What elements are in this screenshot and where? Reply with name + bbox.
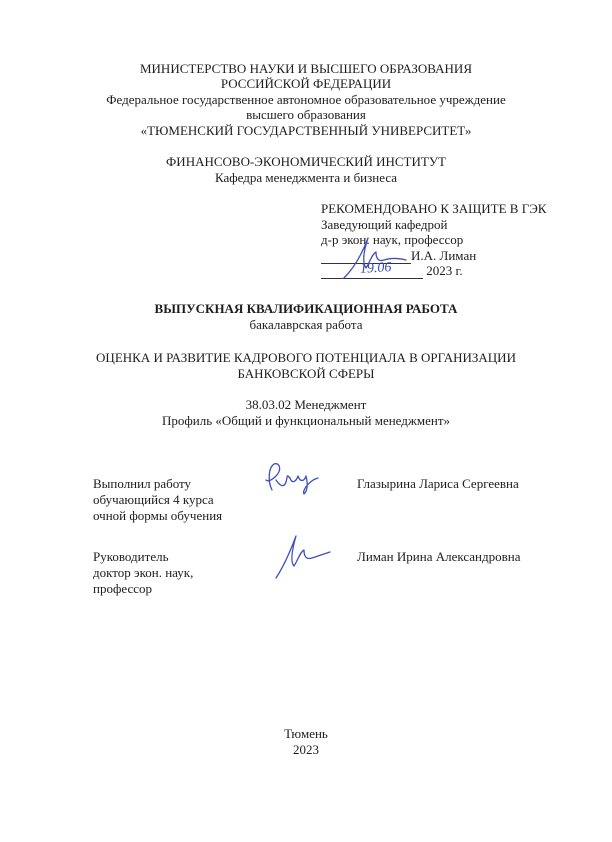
approval-signature <box>340 232 410 282</box>
thesis-title-line-2: БАНКОВСКОЙ СФЕРЫ <box>237 366 375 381</box>
supervisor-label-2: доктор экон. наук, <box>93 565 194 580</box>
approval-degree: д-р экон. наук, профессор <box>321 232 464 247</box>
supervisor-label-1: Руководитель <box>93 549 169 564</box>
ministry-line-2: РОССИЙСКОЙ ФЕДЕРАЦИИ <box>220 76 392 91</box>
footer-year: 2023 <box>293 742 319 757</box>
institution-line-2: высшего образования <box>246 107 366 122</box>
approval-name: И.А. Лиман <box>411 248 477 263</box>
footer-city: Тюмень <box>284 726 328 741</box>
approval-position: Заведующий кафедрой <box>321 217 448 232</box>
thesis-title-line-1: ОЦЕНКА И РАЗВИТИЕ КАДРОВОГО ПОТЕНЦИАЛА В ОРГАНИЗАЦИИ <box>96 350 516 365</box>
thesis-type: ВЫПУСКНАЯ КВАЛИФИКАЦИОННАЯ РАБОТА <box>154 301 458 316</box>
thesis-subtype: бакалаврская работа <box>249 317 363 332</box>
institution-line-1: Федеральное государственное автономное образовательное учреждение <box>106 92 506 107</box>
author-label-3: очной формы обучения <box>93 508 223 523</box>
specialty-code: 38.03.02 Менеджмент <box>245 397 367 412</box>
department-name: Кафедра менеджмента и бизнеса <box>214 170 398 185</box>
author-label-1: Выполнил работу <box>93 476 192 491</box>
author-signature <box>262 460 322 496</box>
author-label-2: обучающийся 4 курса <box>93 492 214 507</box>
approval-year: 2023 г. <box>426 263 463 278</box>
ministry-line-1: МИНИСТЕРСТВО НАУКИ И ВЫСШЕГО ОБРАЗОВАНИЯ <box>139 61 472 76</box>
university-name: «ТЮМЕНСКИЙ ГОСУДАРСТВЕННЫЙ УНИВЕРСИТЕТ» <box>140 123 472 138</box>
supervisor-name: Лиман Ирина Александровна <box>357 549 521 564</box>
supervisor-signature <box>272 532 332 582</box>
approval-title: РЕКОМЕНДОВАНО К ЗАЩИТЕ В ГЭК <box>321 201 547 216</box>
author-name: Глазырина Лариса Сергеевна <box>357 476 519 491</box>
specialty-profile: Профиль «Общий и функциональный менеджмент» <box>161 413 451 428</box>
supervisor-label-3: профессор <box>93 581 153 596</box>
handwritten-date: 19.06 <box>359 260 392 277</box>
institute-name: ФИНАНСОВО-ЭКОНОМИЧЕСКИЙ ИНСТИТУТ <box>166 154 446 169</box>
